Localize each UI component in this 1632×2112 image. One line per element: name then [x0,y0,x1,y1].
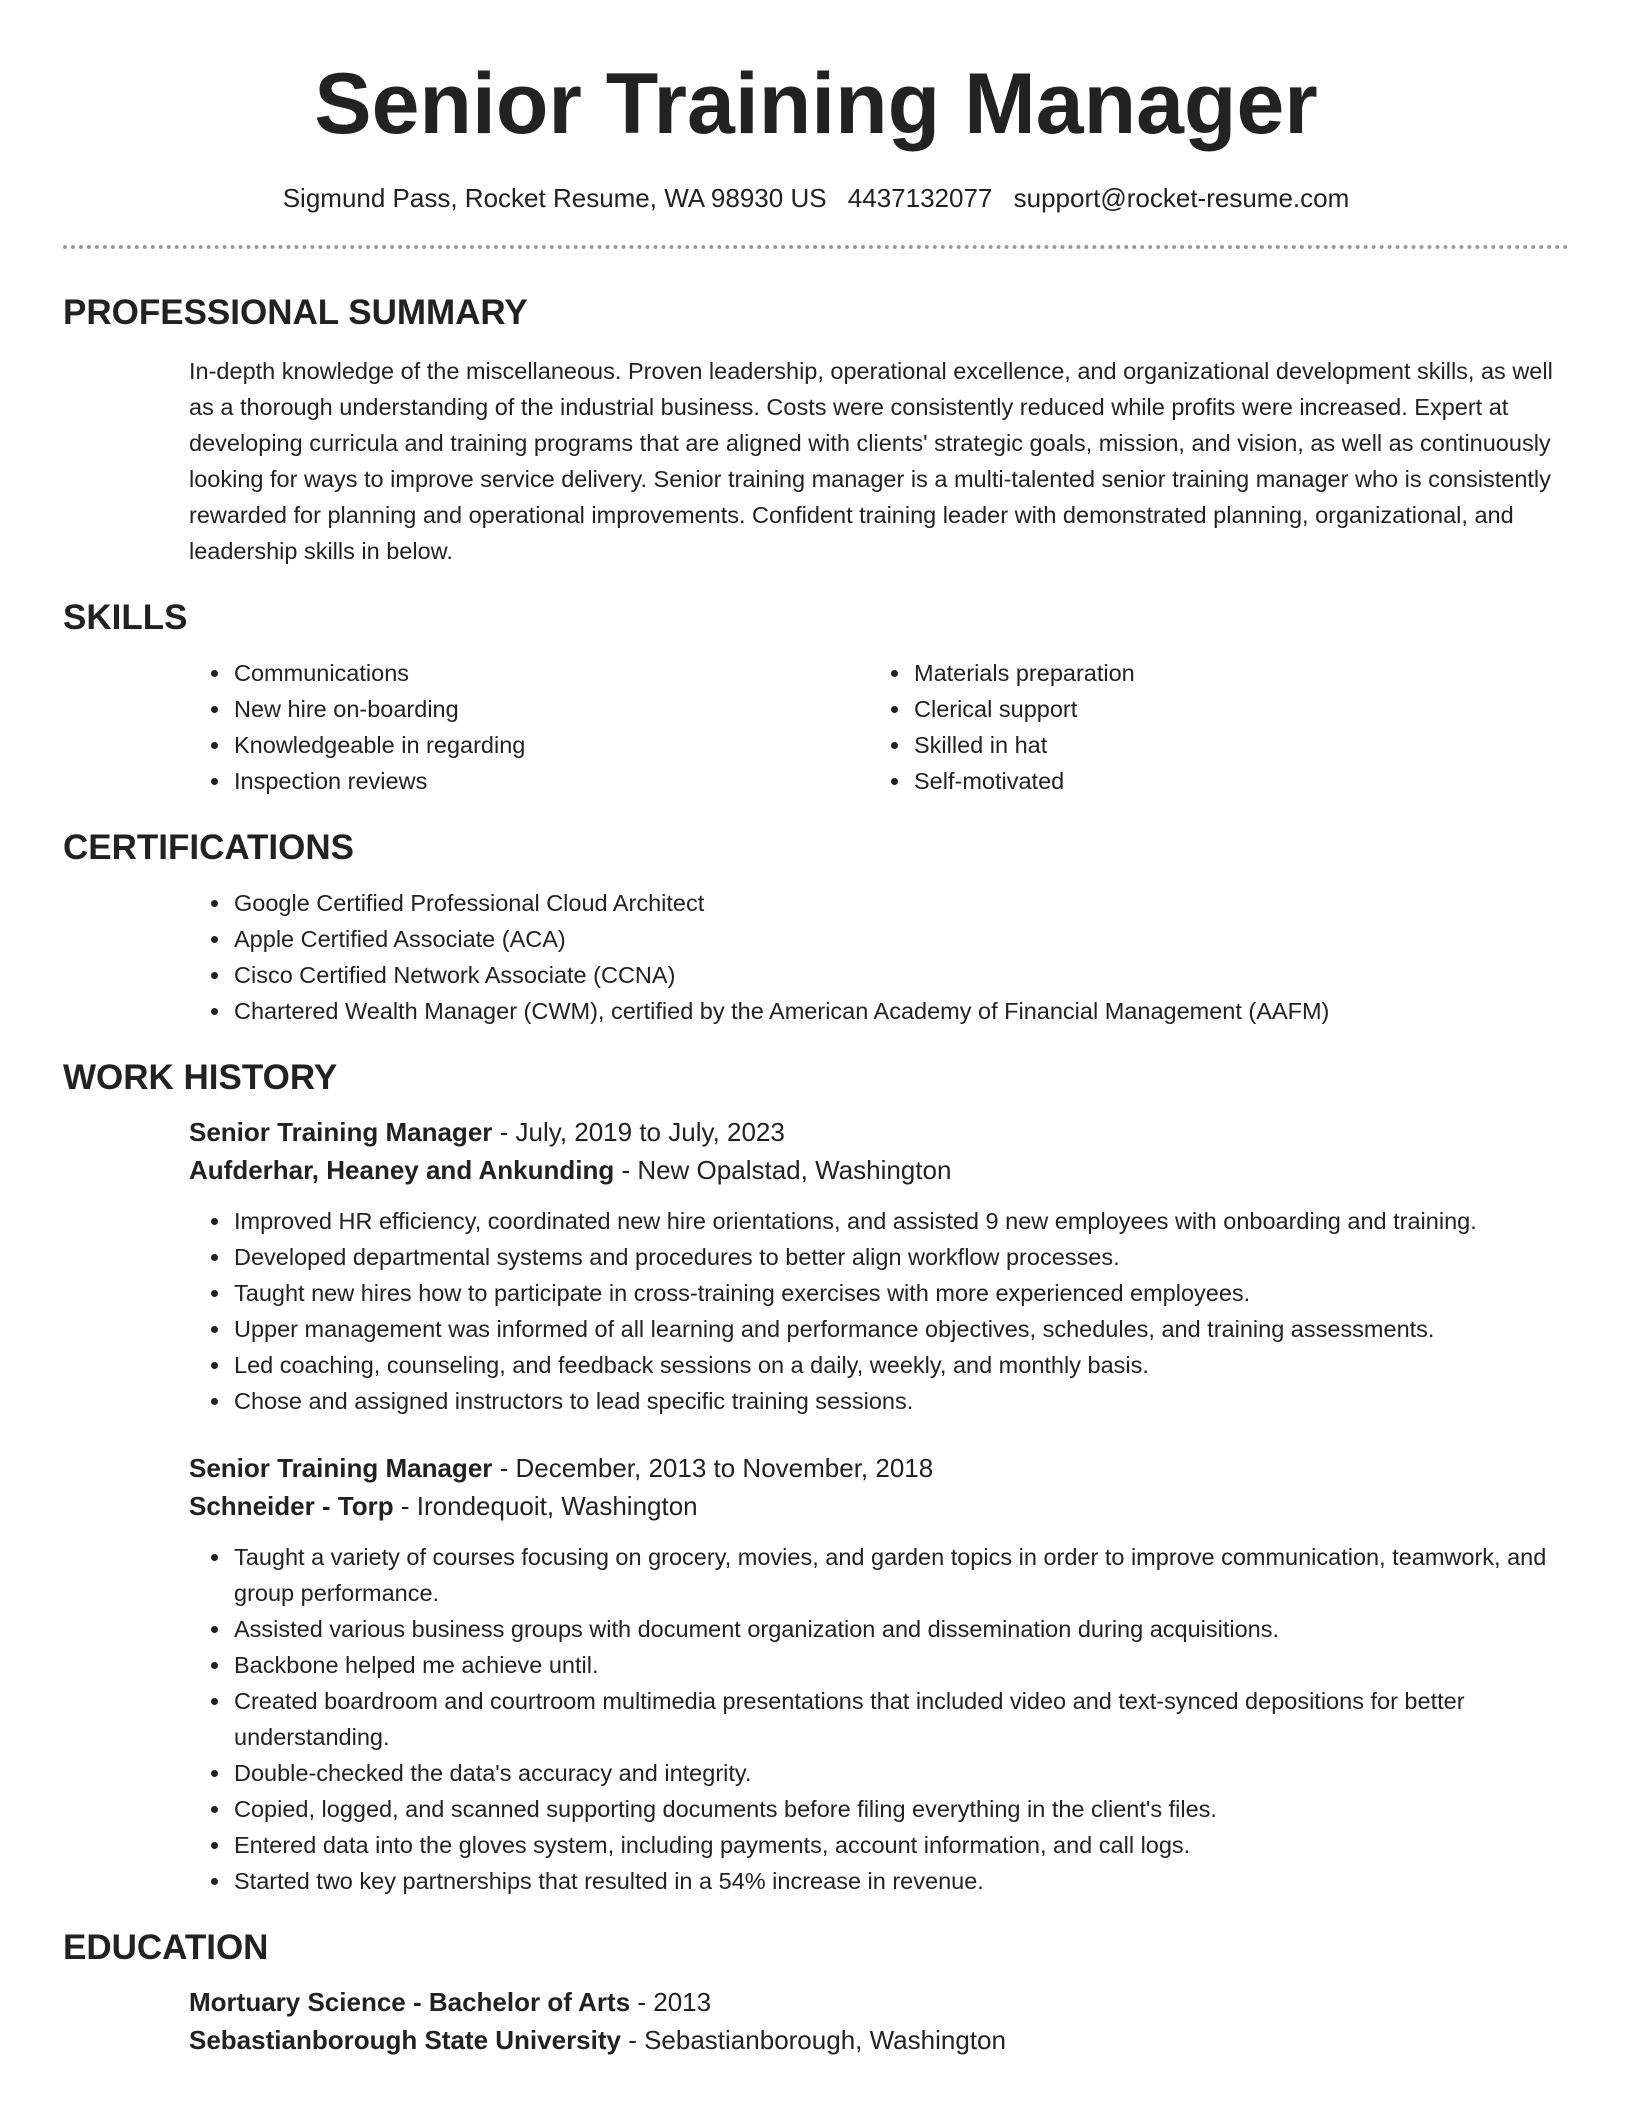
header-divider [63,245,1569,249]
skill-item: • Clerical support [912,691,1569,727]
duty-item: • Double-checked the data's accuracy and integrity. [232,1755,1569,1791]
job-location: - Irondequoit, Washington [393,1491,698,1521]
job-entry [0,1449,1632,1899]
certifications-section [0,885,1632,1029]
resume-title: Senior Training Manager [314,56,1318,152]
contact-phone: 4437132077 [847,183,993,213]
education-degree: Mortuary Science - Bachelor of Arts [189,1987,631,2017]
summary-section [0,353,1632,569]
contact-address: Sigmund Pass, Rocket Resume, WA 98930 US [282,183,827,213]
education-heading: EDUCATION [63,1928,269,1967]
education-school-line [189,2021,1569,2059]
duty-item: • Taught new hires how to participate in cross-training exercises with more experienced employees. [232,1275,1569,1311]
skill-item: • Inspection reviews [232,763,869,799]
duty-item: • Taught a variety of courses focusing on grocery, movies, and garden topics in order to improve communication, teamwork, and group performance. [232,1539,1569,1611]
job-duties [189,1539,1569,1899]
certifications-heading: CERTIFICATIONS [63,828,355,867]
work-history-heading: WORK HISTORY [63,1058,338,1097]
contact-line [0,182,1632,214]
duty-item: • Upper management was informed of all learning and performance objectives, schedules, and training assessments. [232,1311,1569,1347]
duty-item: • Backbone helped me achieve until. [232,1647,1569,1683]
duty-item: • Developed departmental systems and procedures to better align workflow processes. [232,1239,1569,1275]
skill-item: • Self-motivated [912,763,1569,799]
job-dates: - December, 2013 to November, 2018 [492,1453,934,1483]
skill-item: • Knowledgeable in regarding [232,727,869,763]
job-title-line [189,1113,1569,1151]
duty-item: • Started two key partnerships that resulted in a 54% increase in revenue. [232,1863,1569,1899]
job-company-line [189,1151,1569,1189]
contact-email: support@rocket-resume.com [1013,183,1350,213]
duty-item: • Led coaching, counseling, and feedback sessions on a daily, weekly, and monthly basis. [232,1347,1569,1383]
education-location: - Sebastianborough, Washington [620,2025,1006,2055]
job-company-line [189,1487,1569,1525]
certification-item: • Cisco Certified Network Associate (CCNA) [232,957,1569,993]
duty-item: • Copied, logged, and scanned supporting documents before filing everything in the client's files. [232,1791,1569,1827]
duty-item: • Improved HR efficiency, coordinated new hire orientations, and assisted 9 new employees with onboarding and training. [232,1203,1569,1239]
skill-item: • Communications [232,655,869,691]
skills-column-right [869,655,1569,799]
job-location: - New Opalstad, Washington [614,1155,952,1185]
job-entry [0,1113,1632,1419]
job-duties [189,1203,1569,1419]
job-title: Senior Training Manager [189,1117,493,1147]
skills-column-left [189,655,869,799]
summary-heading: PROFESSIONAL SUMMARY [63,293,528,332]
certification-item: • Google Certified Professional Cloud Architect [232,885,1569,921]
duty-item: • Assisted various business groups with document organization and dissemination during acquisitions. [232,1611,1569,1647]
duty-item: • Chose and assigned instructors to lead specific training sessions. [232,1383,1569,1419]
duty-item: • Entered data into the gloves system, including payments, account information, and call logs. [232,1827,1569,1863]
skill-item: • Materials preparation [912,655,1569,691]
education-degree-line [189,1983,1569,2021]
job-title: Senior Training Manager [189,1453,493,1483]
skills-list [0,655,1632,799]
education-year: - 2013 [630,1987,712,2017]
job-company: Schneider - Torp [189,1491,394,1521]
job-company: Aufderhar, Heaney and Ankunding [189,1155,615,1185]
summary-text: In-depth knowledge of the miscellaneous. Proven leadership, operational excellence, and organizational development skills, as well as a thorough understanding of the industrial business. Costs were consistently reduced while profits were increased. Expert at developing curricula and training programs that are aligned with clients' strategic goals, mission, and vision, as well as continuously looking for ways to improve service delivery. Senior training manager is a multi-talented senior training manager who is consistently rewarded for planning and operational improvements. Confident training leader with demonstrated planning, organizational, and leadership skills in below. [189,358,1553,564]
certification-item: • Apple Certified Associate (ACA) [232,921,1569,957]
certifications-list [189,885,1569,1029]
skill-item: • Skilled in hat [912,727,1569,763]
skill-item: • New hire on-boarding [232,691,869,727]
duty-item: • Created boardroom and courtroom multimedia presentations that included video and text-synced depositions for better understanding. [232,1683,1569,1755]
skills-heading: SKILLS [63,598,188,637]
job-dates: - July, 2019 to July, 2023 [492,1117,785,1147]
education-entry [0,1983,1632,2059]
education-school: Sebastianborough State University [189,2025,621,2055]
job-title-line [189,1449,1569,1487]
certification-item: • Chartered Wealth Manager (CWM), certified by the American Academy of Financial Management (AAFM) [232,993,1569,1029]
